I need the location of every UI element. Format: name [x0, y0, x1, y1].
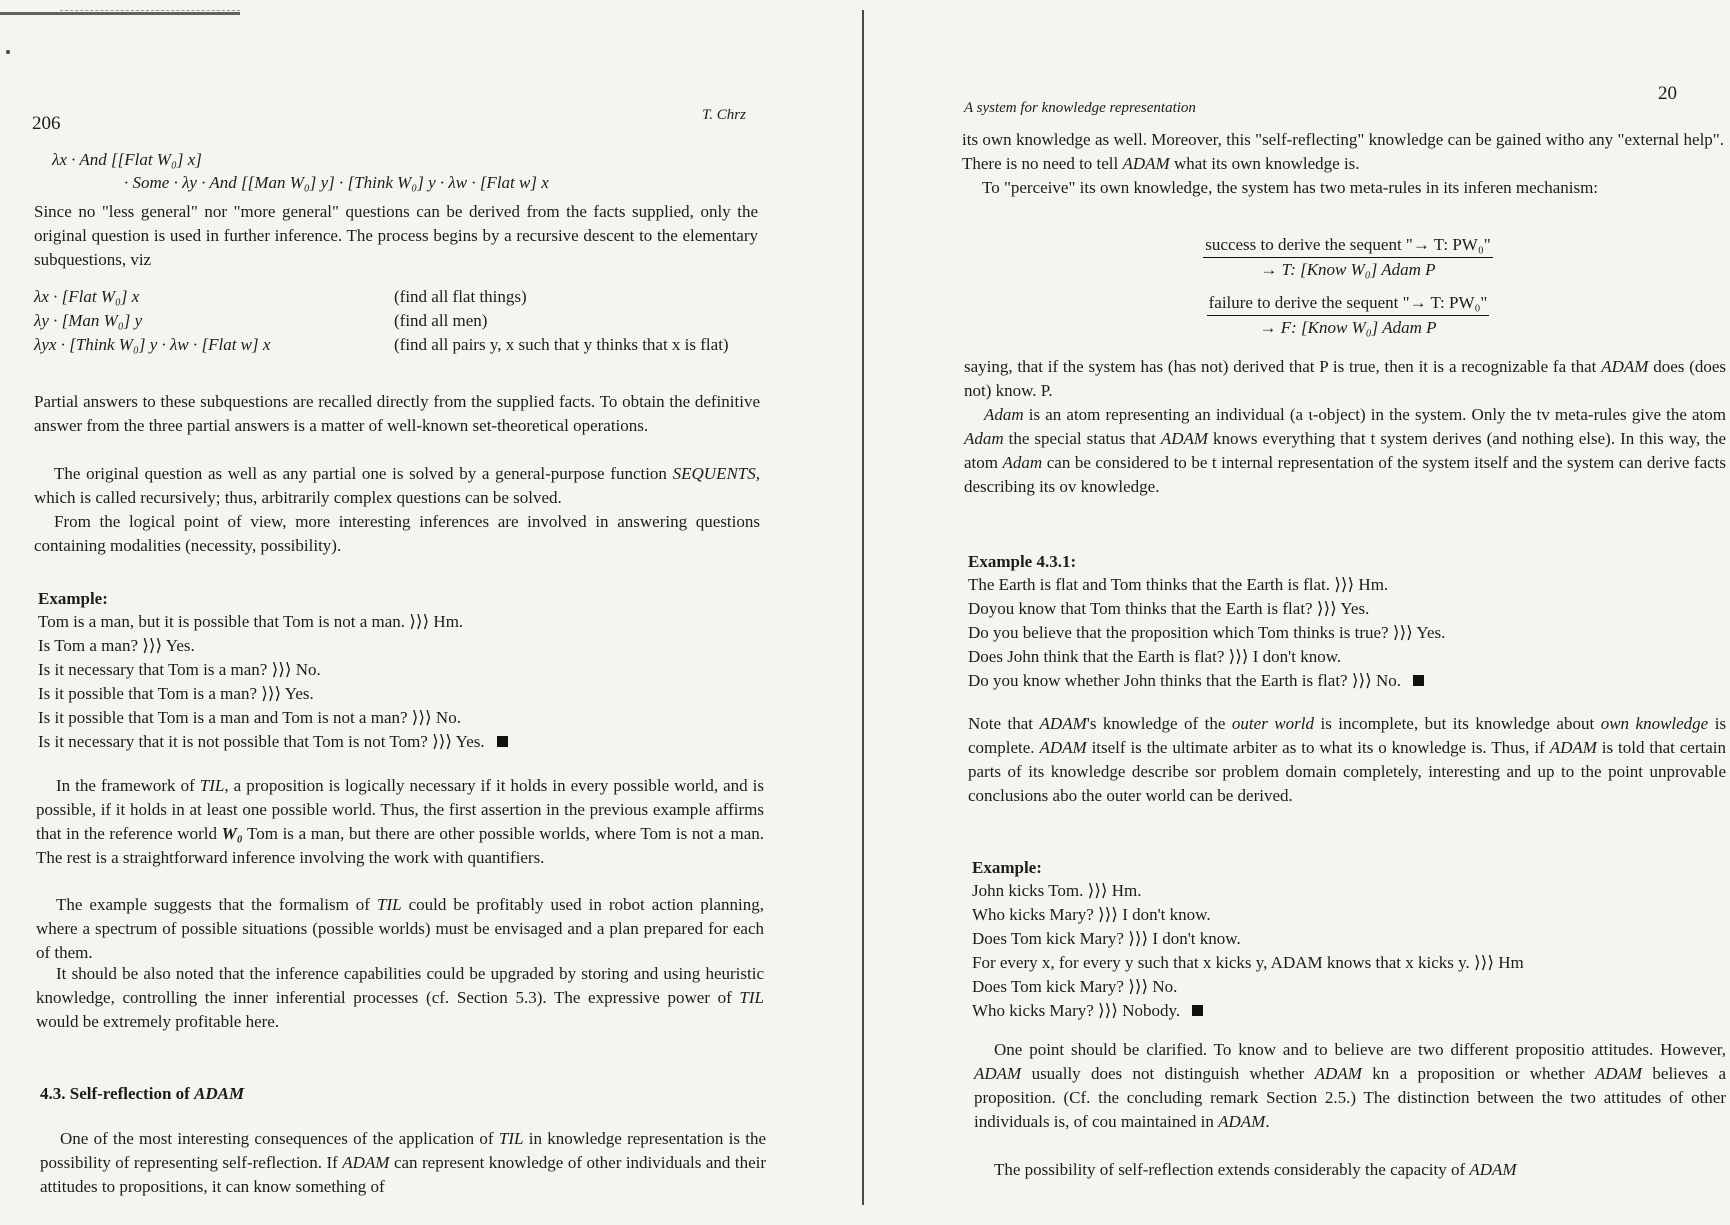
text-run: can represent knowledge of other individuals and their attitudes to propositions, it can know something of — [40, 1153, 767, 1196]
term-adam: ADAM — [1039, 738, 1087, 757]
formula-line-2: · Some · λy · And [[Man W₀] y] · [Think W₀] y · λw · [Flat w] x — [124, 173, 549, 192]
text-run: the special status that — [1008, 429, 1156, 448]
text-run: would be extremely profitable here. — [36, 1012, 280, 1031]
dialogue-text: Is it necessary that it is not possible that Tom is not Tom? ⟩⟩⟩ Yes. — [38, 732, 485, 751]
term-adam-atom: Adam — [1002, 453, 1043, 472]
term-adam: ADAM — [1122, 154, 1170, 173]
subquestion-description: (find all flat things) — [394, 287, 527, 306]
dialogue-line: Is it possible that Tom is a man and Tom is not a man? ⟩⟩⟩ No. — [38, 708, 461, 727]
term-til: TIL — [498, 1129, 524, 1148]
term-adam: ADAM — [1601, 357, 1649, 376]
end-of-example-mark — [1192, 1005, 1203, 1016]
term-til: TIL — [376, 895, 402, 914]
text-run: The original question as well as any partial one is solved by a general-purpose function — [54, 464, 667, 483]
dialogue-line: Tom is a man, but it is possible that Tom is not a man. ⟩⟩⟩ Hm. — [38, 612, 464, 631]
text-run: in knowledge representation is the possibility of representing self-reflection. If — [40, 1129, 767, 1172]
example-dialogue — [972, 879, 1524, 1023]
dialogue-line: Do you believe that the proposition which Tom thinks is true? ⟩⟩⟩ Yes. — [968, 623, 1446, 642]
term-adam: ADAM — [1218, 1112, 1266, 1131]
paragraph-outer-world — [968, 712, 1726, 808]
dialogue-line — [38, 730, 508, 754]
rule-premise: failure to derive the sequent "→ T: PW₀" — [1207, 291, 1490, 316]
text-run: In the framework of — [56, 776, 195, 795]
example-4-3-1-heading: Example 4.3.1: — [968, 552, 1077, 571]
paragraph-sequents — [34, 462, 760, 510]
text-run: Note that — [968, 714, 1034, 733]
text-run: knows everything that t system derives (and nothing else). In this way, the atom — [964, 429, 1727, 472]
text-run: , a proposition is logically necessary if it holds in every possible world, and is possible, if it holds in at least one possible world. Thus, the first assertion in the previous example affirms that in the reference world — [36, 776, 765, 843]
text-run: The example suggests that the formalism of — [56, 895, 370, 914]
dialogue-line: Does Tom kick Mary? ⟩⟩⟩ I don't know. — [972, 929, 1241, 948]
dialogue-line: Does Tom kick Mary? ⟩⟩⟩ No. — [972, 977, 1178, 996]
right-page — [868, 0, 1730, 1225]
example-heading: Example: — [972, 858, 1042, 877]
subquestion-row — [34, 309, 764, 333]
paragraph-know-believe — [974, 1038, 1726, 1134]
paragraph-self-reflection — [40, 1127, 766, 1199]
text-run: could be profitably used in robot action planning, where a spectrum of possible situations (possible worlds) must be envisaged and a plan prepared for each of them. — [36, 895, 765, 962]
dialogue-line: Is it necessary that Tom is a man? ⟩⟩⟩ No. — [38, 660, 321, 679]
dialogue-line: Doyou know that Tom thinks that the Earth is flat? ⟩⟩⟩ Yes. — [968, 599, 1370, 618]
dialogue-text: Who kicks Mary? ⟩⟩⟩ Nobody. — [972, 1001, 1181, 1020]
dialogue-line: Who kicks Mary? ⟩⟩⟩ I don't know. — [972, 905, 1211, 924]
rule-conclusion: → T: [Know W₀] Adam P — [1260, 260, 1436, 279]
text-run: . — [1265, 1112, 1270, 1131]
paragraph-til-necessity — [36, 774, 764, 870]
subquestion-description: (find all pairs y, x such that y thinks that x is flat) — [394, 335, 729, 354]
paragraph-subquestions-intro: Since no "less general" nor "more general" questions can be derived from the facts supplied, only the original question is used in further inference. The process begins by a recursive descent to the elementary subquestions, viz — [34, 202, 758, 269]
term-adam: ADAM — [974, 1064, 1022, 1083]
subquestion-row — [34, 333, 764, 357]
term-adam: ADAM — [1549, 738, 1597, 757]
subquestion-formula: λyx · [Think W₀] y · λw · [Flat w] x — [34, 335, 271, 354]
term-adam: ADAM — [1594, 1064, 1643, 1083]
text-run: 's knowledge of the — [1086, 714, 1226, 733]
text-run: its own knowledge as well. Moreover, this "self-reflecting" knowledge can be gained witho any "external help". There is no need to tell — [962, 130, 1724, 173]
text-run: One point should be clarified. To know and to believe are two different propositio attitudes. However, — [994, 1040, 1726, 1059]
paragraph-modalities: From the logical point of view, more interesting inferences are involved in answering questions containing modalities (necessity, possibility). — [34, 512, 760, 555]
paragraph-partial-answers: Partial answers to these subquestions are recalled directly from the supplied facts. To obtain the definitive answer from the three partial answers is a matter of well-known set-theoretical operations. — [34, 392, 760, 435]
meta-rule-success — [1118, 233, 1578, 282]
text-run: usually does not distinguish whether — [1031, 1064, 1305, 1083]
section-term-adam: ADAM — [194, 1084, 245, 1103]
dialogue-line: Is it possible that Tom is a man? ⟩⟩⟩ Yes. — [38, 684, 314, 703]
dialogue-line: The Earth is flat and Tom thinks that the Earth is flat. ⟩⟩⟩ Hm. — [968, 575, 1389, 594]
text-run: which is called recursively; thus, arbitrarily complex questions can be solved. — [34, 488, 562, 507]
term-adam-atom: Adam — [984, 405, 1024, 424]
dialogue-line: For every x, for every y such that x kicks y, ADAM knows that x kicks y. ⟩⟩⟩ Hm — [972, 953, 1524, 972]
rule-premise: success to derive the sequent "→ T: PW₀" — [1203, 233, 1492, 258]
term-w0: W₀ — [221, 824, 243, 843]
example-dialogue — [38, 610, 508, 754]
text-run: One of the most interesting consequences of the application of — [60, 1129, 494, 1148]
dialogue-line: Does John think that the Earth is flat? ⟩⟩⟩ I don't know. — [968, 647, 1342, 666]
text-run: can be considered to be t internal representation of the system itself and the system can derive facts describing its ov knowledge. — [964, 453, 1726, 496]
section-heading-4-3 — [40, 1082, 244, 1106]
term-adam-atom: Adam — [964, 429, 1004, 448]
text-run: kn a proposition or whether — [1372, 1064, 1585, 1083]
text-run: is an atom representing an individual (a ι-object) in the system. Only the tv meta-rules give the atom — [1028, 405, 1727, 424]
subquestion-list — [34, 285, 764, 357]
subquestion-row — [34, 285, 764, 309]
term-til: TIL — [739, 988, 764, 1007]
example-4-3-1-dialogue — [968, 573, 1445, 693]
paragraph-heuristic — [36, 962, 764, 1034]
term-adam: ADAM — [1039, 714, 1087, 733]
rule-conclusion: → F: [Know W₀] Adam P — [1259, 318, 1437, 337]
end-of-example-mark — [497, 736, 508, 747]
text-run: It should be also noted that the inference capabilities could be upgraded by storing and using heuristic knowledge, controlling the inner inferential processes (cf. Section 5.3). The expressive power of — [36, 964, 764, 1007]
paragraph-meta-rules: To "perceive" its own knowledge, the system has two meta-rules in its inferen mechanism: — [982, 178, 1599, 197]
text-run: is complete. — [968, 714, 1727, 757]
dialogue-line: John kicks Tom. ⟩⟩⟩ Hm. — [972, 881, 1142, 900]
paragraph-atom-adam — [964, 403, 1726, 499]
term-own-knowledge: own knowledge — [1600, 714, 1709, 733]
meta-rule-failure — [1118, 291, 1578, 340]
example-heading: Example: — [38, 589, 108, 608]
running-head-left: T. Chrz — [702, 107, 746, 123]
section-number: 4.3. Self-reflection of — [40, 1084, 190, 1103]
text-run: The possibility of self-reflection extends considerably the capacity of — [994, 1160, 1466, 1179]
text-run: does (does not) know. P. — [964, 357, 1727, 400]
running-head-right: A system for knowledge representation — [964, 100, 1196, 116]
subquestion-formula: λx · [Flat W₀] x — [34, 287, 140, 306]
subquestion-formula: λy · [Man W₀] y — [34, 311, 143, 330]
paragraph-own-knowledge — [962, 128, 1724, 176]
term-outer-world: outer world — [1231, 714, 1314, 733]
text-run: is incomplete, but its knowledge about — [1320, 714, 1595, 733]
dialogue-line — [968, 669, 1445, 693]
dialogue-text: Do you know whether John thinks that the Earth is flat? ⟩⟩⟩ No. — [968, 671, 1402, 690]
term-til: TIL — [199, 776, 225, 795]
page-number-left: 206 — [32, 113, 61, 134]
paragraph-capacity — [974, 1158, 1726, 1182]
dialogue-line: Is Tom a man? ⟩⟩⟩ Yes. — [38, 636, 195, 655]
paragraph-recognizable-fact — [964, 355, 1726, 403]
term-adam: ADAM — [1314, 1064, 1362, 1083]
text-run: itself is the ultimate arbiter as to what its o knowledge is. Thus, if — [1091, 738, 1545, 757]
page-number-right: 20 — [1658, 83, 1677, 104]
text-run: Tom is a man, but there are other possible worlds, where Tom is not a man. The rest is a straightforward inference involving the work with quantifiers. — [36, 824, 764, 867]
book-gutter — [862, 10, 864, 1205]
end-of-example-mark — [1413, 675, 1424, 686]
function-name-sequents: SEQUENTS, — [672, 464, 760, 483]
text-run: saying, that if the system has (has not) derived that P is true, then it is a recognizable fa that — [964, 357, 1597, 376]
text-run: is told that certain parts of its knowledge describe sor problem domain completely, interesting and up to the point unprovable conclusions abo the outer world can be derived. — [968, 738, 1726, 805]
dialogue-line — [972, 999, 1524, 1023]
text-run: what its own knowledge is. — [1173, 154, 1360, 173]
text-run: believes a proposition. (Cf. the concluding remark Section 2.5.) The distinction between the two attitudes of other individuals is, of cou maintained in — [974, 1064, 1726, 1131]
paragraph-robot-planning — [36, 893, 764, 965]
term-adam: ADAM — [1469, 1160, 1517, 1179]
subquestion-description: (find all men) — [394, 311, 488, 330]
term-adam: ADAM — [1160, 429, 1209, 448]
term-adam: ADAM — [342, 1153, 390, 1172]
left-page — [0, 0, 862, 1225]
formula-line-1: λx · And [[Flat W₀] x] — [52, 150, 202, 169]
